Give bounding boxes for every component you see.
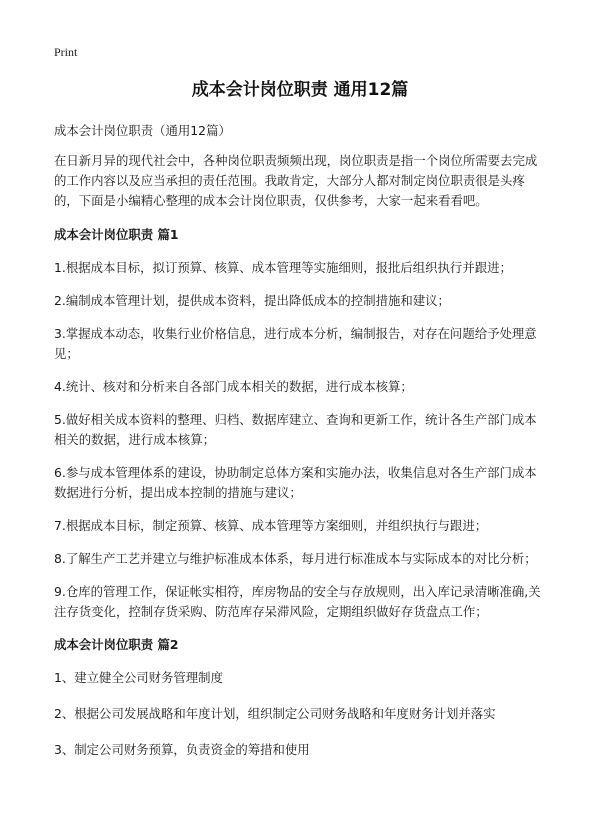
page-title: 成本会计岗位职责 通用12篇 — [191, 80, 409, 100]
document-subtitle: 成本会计岗位职责（通用12篇） — [54, 123, 231, 138]
list-item: 5.做好相关成本资料的整理、归档、数据库建立、查询和更新工作，统计各生产部门成本相关的数据，进行成本核算； — [54, 412, 537, 447]
list-item: 9.仓库的管理工作，保证帐实相符，库房物品的安全与存放规则，出入库记录清晰准确,关注存货变化，控制存货采购、防范库存呆滞风险，定期组织做好存货盘点工作； — [54, 584, 541, 619]
list-item: 4.统计、核对和分析来自各部门成本相关的数据，进行成本核算； — [54, 379, 413, 394]
list-item: 6.参与成本管理体系的建设，协助制定总体方案和实施办法，收集信息对各生产部门成本数据进行分析，提出成本控制的措施与建议； — [54, 465, 537, 500]
list-item: 7.根据成本目标，制定预算、核算、成本管理等方案细则，并组织执行与跟进； — [54, 518, 488, 533]
list-item: 2、根据公司发展战略和年度计划，组织制定公司财务战略和年度财务计划并落实 — [54, 706, 496, 721]
intro-paragraph: 在日新月异的现代社会中，各种岗位职责频频出现，岗位职责是指一个岗位所需要去完成的工作内容以及应当承担的责任范围。我敢肯定，大部分人都对制定岗位职责很是头疼的，下面是小编精心整理的成本会计岗位职责，仅供参考，大家一起来看看吧。 — [54, 153, 538, 208]
section-heading: 成本会计岗位职责 篇2 — [54, 637, 179, 652]
list-item: 1.根据成本目标，拟订预算、核算、成本管理等实施细则，报批后组织执行并跟进； — [54, 260, 512, 275]
section-1 — [54, 225, 548, 622]
list-item: 3、制定公司财务预算，负责资金的筹措和使用 — [54, 742, 310, 757]
section-2 — [54, 635, 548, 760]
document-body — [54, 121, 548, 776]
list-item: 8.了解生产工艺并建立与维护标准成本体系，每月进行标准成本与实际成本的对比分析； — [54, 551, 537, 566]
print-link[interactable]: Print — [54, 45, 78, 59]
list-item: 3.掌握成本动态，收集行业价格信息，进行成本分析，编制报告，对存在问题给予处理意见； — [54, 326, 537, 361]
list-item: 1、建立健全公司财务管理制度 — [54, 670, 223, 685]
section-heading: 成本会计岗位职责 篇1 — [54, 227, 179, 242]
list-item: 2.编制成本管理计划，提供成本资料，提出降低成本的控制措施和建议； — [54, 293, 450, 308]
